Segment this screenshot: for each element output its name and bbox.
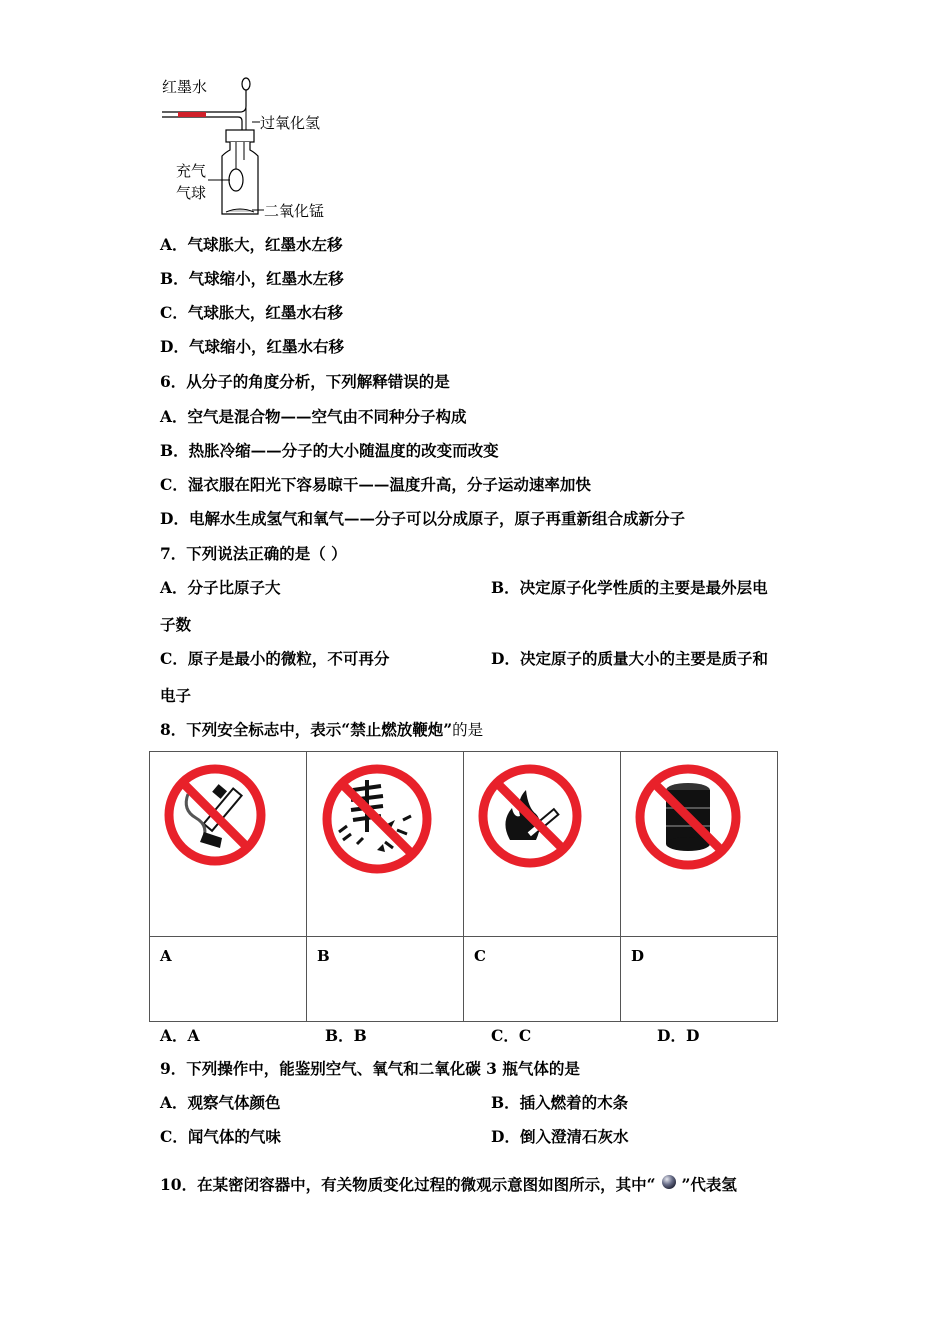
q9-option-d: D．倒入澄清石灰水 <box>491 1127 629 1146</box>
label-balloon-line1: 充气 <box>176 162 207 180</box>
q6-option-d: D．电解水生成氢气和氧气——分子可以分成原子，原子再重新组合成新分子 <box>160 509 685 528</box>
q9-option-a: A．观察气体颜色 <box>160 1093 281 1112</box>
label-cell-d <box>621 937 778 1022</box>
no-smoking-sign <box>160 760 270 870</box>
q6-stem: 6．从分子的角度分析，下列解释错误的是 <box>160 372 450 391</box>
label-manganese-dioxide: 二氧化锰 <box>264 202 325 220</box>
q7-option-b: B．决定原子化学性质的主要是最外层电 <box>491 578 768 597</box>
sign-cell-a <box>150 752 307 937</box>
no-fuel-drum-sign <box>631 760 745 874</box>
q10-stem-after: ”代表氢 <box>681 1175 737 1194</box>
sign-cell-d <box>621 752 778 937</box>
q7-option-d: D．决定原子的质量大小的主要是质子和 <box>491 649 768 668</box>
q8-stem-bold: 8．下列安全标志中，表示“禁止燃放鞭炮” <box>160 720 453 739</box>
sign-label-c: C <box>474 947 486 965</box>
q8-answer-b: B．B <box>325 1026 367 1045</box>
q8-answer-c: C．C <box>491 1026 532 1045</box>
safety-signs-table <box>149 751 778 1022</box>
sign-label-a: A <box>160 947 172 965</box>
q7-option-b-continued: 子数 <box>160 615 192 634</box>
label-balloon-line2: 气球 <box>176 184 207 202</box>
no-open-flame-sign <box>474 760 586 872</box>
q8-stem <box>160 720 483 740</box>
q6-option-c: C．湿衣服在阳光下容易晾干——温度升高，分子运动速率加快 <box>160 475 591 494</box>
q9-stem: 9．下列操作中，能鉴别空气、氧气和二氧化碳 3 瓶气体的是 <box>160 1059 580 1078</box>
q7-option-d-continued: 电子 <box>160 686 192 705</box>
q10-stem <box>160 1174 737 1196</box>
q5-option-c: C．气球胀大，红墨水右移 <box>160 303 343 322</box>
q8-answer-a: A．A <box>160 1026 200 1045</box>
q5-option-a: A．气球胀大，红墨水左移 <box>160 235 343 254</box>
sign-cell-b <box>307 752 464 937</box>
red-ink-drop <box>178 112 206 117</box>
q7-stem: 7．下列说法正确的是（ ） <box>160 544 347 563</box>
q7-option-c: C．原子是最小的微粒，不可再分 <box>160 649 390 668</box>
sign-cell-c <box>464 752 621 937</box>
q8-answer-d: D．D <box>657 1026 700 1045</box>
hydrogen-atom-icon <box>656 1174 682 1196</box>
q6-option-b: B．热胀冷缩——分子的大小随温度的改变而改变 <box>160 441 499 460</box>
q6-option-a: A．空气是混合物——空气由不同种分子构成 <box>160 407 467 426</box>
label-cell-a <box>150 937 307 1022</box>
label-cell-b <box>307 937 464 1022</box>
q8-stem-plain: 的是 <box>452 721 484 739</box>
q9-option-c: C．闻气体的气味 <box>160 1127 281 1146</box>
q9-option-b: B．插入燃着的木条 <box>491 1093 629 1112</box>
no-firecrackers-sign <box>317 760 437 878</box>
q5-option-d: D．气球缩小，红墨水右移 <box>160 337 344 356</box>
sign-label-b: B <box>317 947 330 965</box>
apparatus-diagram <box>160 74 350 224</box>
label-red-ink: 红墨水 <box>162 78 208 96</box>
q5-option-b: B．气球缩小，红墨水左移 <box>160 269 344 288</box>
label-hydrogen-peroxide: 过氧化氢 <box>260 114 321 132</box>
sign-label-d: D <box>631 947 645 965</box>
label-cell-c <box>464 937 621 1022</box>
q7-option-a: A．分子比原子大 <box>160 578 281 597</box>
q10-stem-before: 10．在某密闭容器中，有关物质变化过程的微观示意图如图所示，其中“ <box>160 1175 656 1194</box>
